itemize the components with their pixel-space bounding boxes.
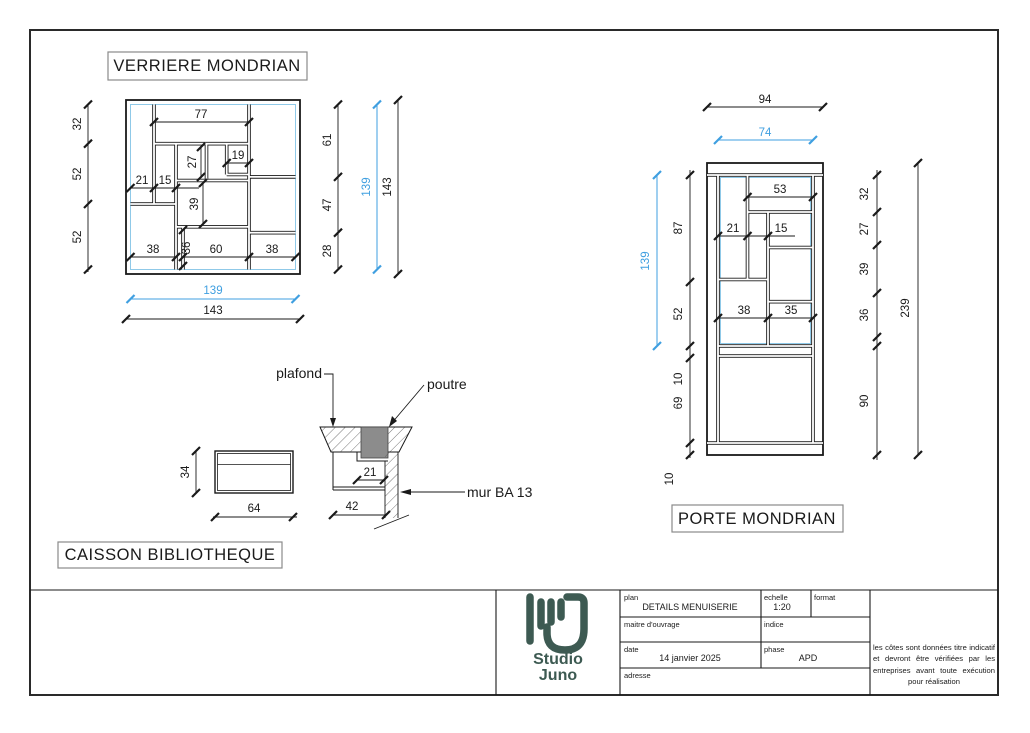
mur-arrow <box>400 489 411 495</box>
dim-r143: 143 <box>382 177 394 197</box>
dim-l139-blue: 139 <box>640 251 652 271</box>
dim-87: 87 <box>673 221 685 235</box>
dim-69: 69 <box>673 396 685 410</box>
dim-77: 77 <box>194 109 208 121</box>
dim-l52a: 52 <box>72 167 84 181</box>
plafond-arrow <box>330 418 336 427</box>
dim-b143: 143 <box>203 305 223 317</box>
poutre-label: poutre <box>427 376 467 392</box>
poutre-leader <box>391 385 424 424</box>
format-label: format <box>814 593 836 602</box>
plafond-leader <box>324 374 333 419</box>
disclaimer-cell <box>873 642 995 694</box>
verriere-title: VERRIERE MONDRIAN <box>113 57 301 75</box>
dim-r39: 39 <box>859 262 871 276</box>
dim-r139-blue: 139 <box>361 177 373 197</box>
caisson-title: CAISSON BIBLIOTHEQUE <box>64 546 276 564</box>
title-block <box>30 590 998 695</box>
dim-r47: 47 <box>322 198 334 212</box>
porte-frame <box>707 163 823 455</box>
dim-p15: 15 <box>774 223 788 235</box>
dim-r27: 27 <box>859 222 871 236</box>
dim-p21: 21 <box>726 223 740 235</box>
dim-21: 21 <box>135 175 149 187</box>
porte-drawing <box>640 94 922 532</box>
studio-juno-logo <box>530 597 584 650</box>
dim-beam-21: 21 <box>363 467 377 479</box>
date-value: 14 janvier 2025 <box>659 653 721 663</box>
dim-p35: 35 <box>784 305 798 317</box>
adresse-label: adresse <box>624 671 651 680</box>
dim-94: 94 <box>758 94 772 106</box>
dim-19: 19 <box>231 150 245 162</box>
dim-15: 15 <box>158 175 172 187</box>
dim-39: 39 <box>189 197 201 211</box>
dim-10a: 10 <box>673 372 685 386</box>
wall-hatch <box>385 452 398 518</box>
indice-label: indice <box>764 620 784 629</box>
echelle-label: echelle <box>764 593 788 602</box>
date-label: date <box>624 645 639 654</box>
dim-l32: 32 <box>72 117 84 131</box>
dim-34: 34 <box>180 465 192 479</box>
dim-r36: 36 <box>859 308 871 322</box>
porte-title: PORTE MONDRIAN <box>678 510 836 528</box>
caisson-elevation <box>215 451 293 493</box>
dim-60: 60 <box>209 244 223 256</box>
dim-42: 42 <box>345 501 359 513</box>
dim-p52: 52 <box>673 307 685 321</box>
phase-value: APD <box>798 653 818 663</box>
dim-239: 239 <box>900 298 912 318</box>
logo-text-juno: Juno <box>538 667 578 684</box>
title-block-grid <box>30 590 998 695</box>
plan-label: plan <box>624 593 639 602</box>
dim-10b: 10 <box>664 472 676 486</box>
verriere-drawing <box>72 52 402 323</box>
mur-label: mur BA 13 <box>467 484 533 500</box>
plan-value: DETAILS MENUISERIE <box>642 602 738 612</box>
disclaimer-text: les côtes sont données titre indicatif et devront être vérifiées par les entreprises avant toute exécution pour réalisation <box>873 643 995 687</box>
dim-b139-blue: 139 <box>203 285 223 297</box>
dim-74-blue: 74 <box>758 127 772 139</box>
dim-38l: 38 <box>146 244 160 256</box>
dim-r32: 32 <box>859 187 871 201</box>
dim-53: 53 <box>773 184 787 196</box>
dim-r28: 28 <box>322 244 334 258</box>
dim-38r: 38 <box>265 244 279 256</box>
caisson-drawing <box>58 365 533 568</box>
phase-label: phase <box>764 645 785 654</box>
moa-label: maitre d'ouvrage <box>624 620 680 629</box>
dim-90: 90 <box>859 394 871 408</box>
dim-27: 27 <box>187 155 199 169</box>
dim-p38: 38 <box>737 305 751 317</box>
echelle-value: 1:20 <box>773 602 791 612</box>
beam <box>361 427 388 458</box>
logo-text-studio: Studio <box>533 651 583 668</box>
dim-r61: 61 <box>322 133 334 147</box>
plafond-label: plafond <box>276 365 322 381</box>
dim-36: 36 <box>181 241 193 255</box>
dim-l52b: 52 <box>72 230 84 244</box>
dim-64: 64 <box>247 503 261 515</box>
